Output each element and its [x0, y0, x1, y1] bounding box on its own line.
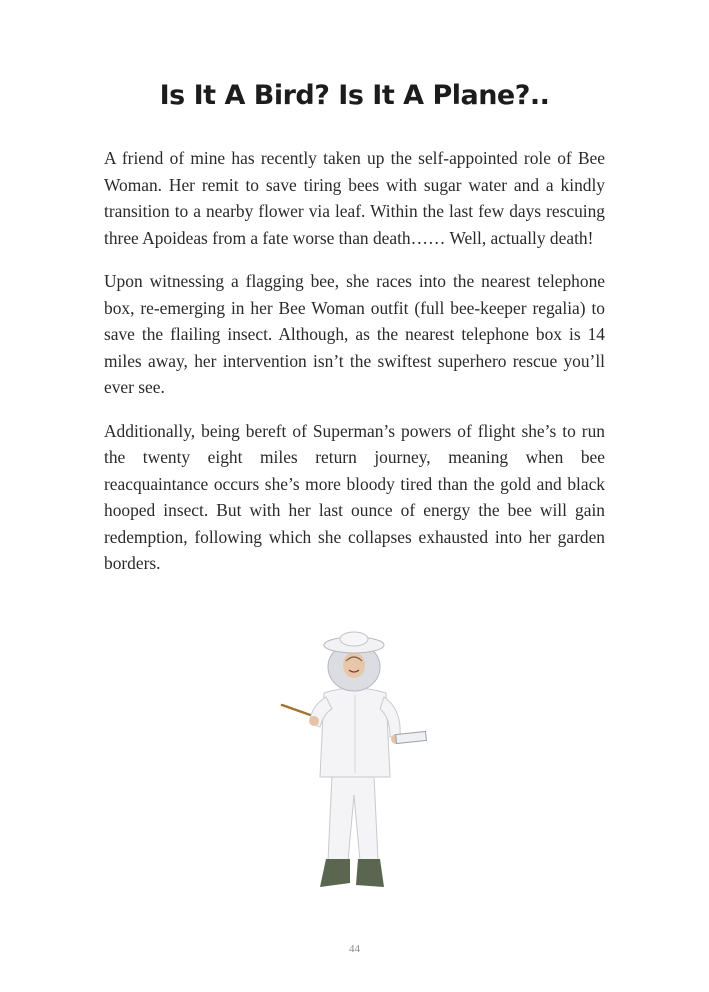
paragraph-1: A friend of mine has recently taken up the self-appointed role of Bee Woman. Her remit to save tiring bees with sugar water and a kindly transition to a nearby flower via leaf. Within the last few days rescuing three Apoideas from a fate worse than death…… Well, actually death! [104, 148, 605, 248]
paragraph-3: Additionally, being bereft of Superman’s powers of flight she’s to run the twenty eight miles return journey, meaning when bee reacquaintance occurs she’s more bloody tired than the gold and black hooped insect. But with her last ounce of energy the bee will gain redemption, following which she collapses exhausted into her garden borders. [104, 420, 605, 573]
body-text [104, 145, 605, 594]
page-title: Is It A Bird? Is It A Plane?.. [159, 80, 550, 111]
page-number: 44 [349, 943, 360, 955]
paragraph-2: Upon witnessing a flagging bee, she races into the nearest telephone box, re-emerging in her Bee Woman outfit (full bee-keeper regalia) to save the flailing insect. Although, as the nearest telephone box is 14 miles away, her intervention isn’t the swiftest superhero rescue you’ll ever see. [104, 271, 605, 397]
beekeeper-illustration [270, 625, 440, 895]
